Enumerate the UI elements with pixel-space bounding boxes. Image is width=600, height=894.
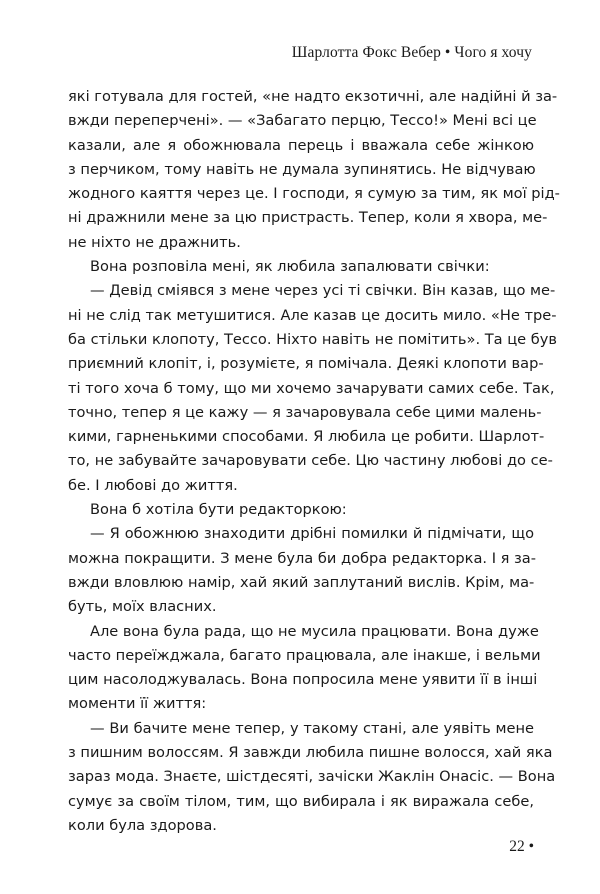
text-line: з пишним волоссям. Я завжди любила пишне волосся, хай яка (68, 744, 553, 762)
body-text (68, 85, 560, 838)
paragraph-start-line: — Ви бачите мене тепер, у такому стані, але уявіть мене (90, 719, 534, 737)
text-line: приємний клопіт, і, розумієте, я помічала. Деякі клопоти вар- (68, 355, 544, 373)
text-line: жодного каяття через це. І господи, я сумую за тим, як мої рід- (68, 185, 560, 203)
page-number: 22 • (509, 838, 534, 855)
text-line: зараз мода. Знаєте, шістдесяті, зачіски Жаклін Онасіс. — Вона (68, 768, 556, 786)
text-line: ба стільки клопоту, Тессо. Ніхто навіть не помітить». Та це був (68, 330, 558, 348)
paragraph-start-line: Але вона була рада, що не мусила працювати. Вона дуже (90, 622, 539, 640)
text-line: моменти її життя: (68, 695, 207, 713)
text-line: кими, гарненькими способами. Я любила це робити. Шарлот- (68, 428, 545, 446)
paragraph-start-line: Вона б хотіла бути редакторкою: (90, 501, 347, 519)
text-line: ні не слід так метушитися. Але казав це досить мило. «Не тре- (68, 306, 557, 324)
text-line: бе. І любові до життя. (68, 476, 238, 494)
text-line: казали, але я обожнювала перець і вважала себе жінкою (68, 136, 534, 154)
text-line: цим насолоджувалась. Вона попросила мене уявити її в інші (68, 671, 538, 689)
text-line: вжди переперчені». — «Забагато перцю, Тессо!» Мені всі це (68, 112, 537, 130)
running-header: Шарлотта Фокс Вебер • Чого я хочу (291, 44, 532, 61)
text-line: сумує за своїм тілом, тим, що вибирала і як виражала себе, (68, 792, 534, 810)
text-line: точно, тепер я це кажу — я зачаровувала себе цими малень- (68, 403, 542, 421)
text-line: які готувала для гостей, «не надто екзотичні, але надійні й за- (68, 88, 558, 105)
text-line: часто переїжджала, багато працювала, але інакше, і вельми (68, 646, 541, 664)
text-line: вжди вловлюю намір, хай який заплутаний вислів. Крім, ма- (68, 573, 535, 591)
text-line: ні дражнили мене за цю пристрасть. Тепер, коли я хвора, ме- (68, 209, 548, 227)
text-line: з перчиком, тому навіть не думала зупинятись. Не відчуваю (68, 160, 536, 178)
paragraph-start-line: Вона розповіла мені, як любила запалювати свічки: (90, 258, 490, 276)
paragraph-start-line: — Девід сміявся з мене через усі ті свічки. Він казав, що ме- (90, 282, 556, 300)
text-line: буть, моїх власних. (68, 598, 217, 616)
text-line: коли була здорова. (68, 816, 217, 834)
text-line: то, не забувайте зачаровувати себе. Цю частину любові до се- (68, 452, 553, 470)
text-line: ті того хоча б тому, що ми хочемо зачарувати самих себе. Так, (68, 379, 555, 397)
paragraph-start-line: — Я обожнюю знаходити дрібні помилки й підмічати, що (90, 525, 534, 543)
text-line: не ніхто не дражнить. (68, 233, 241, 251)
text-line: можна покращити. З мене була би добра редакторка. І я за- (68, 549, 537, 567)
